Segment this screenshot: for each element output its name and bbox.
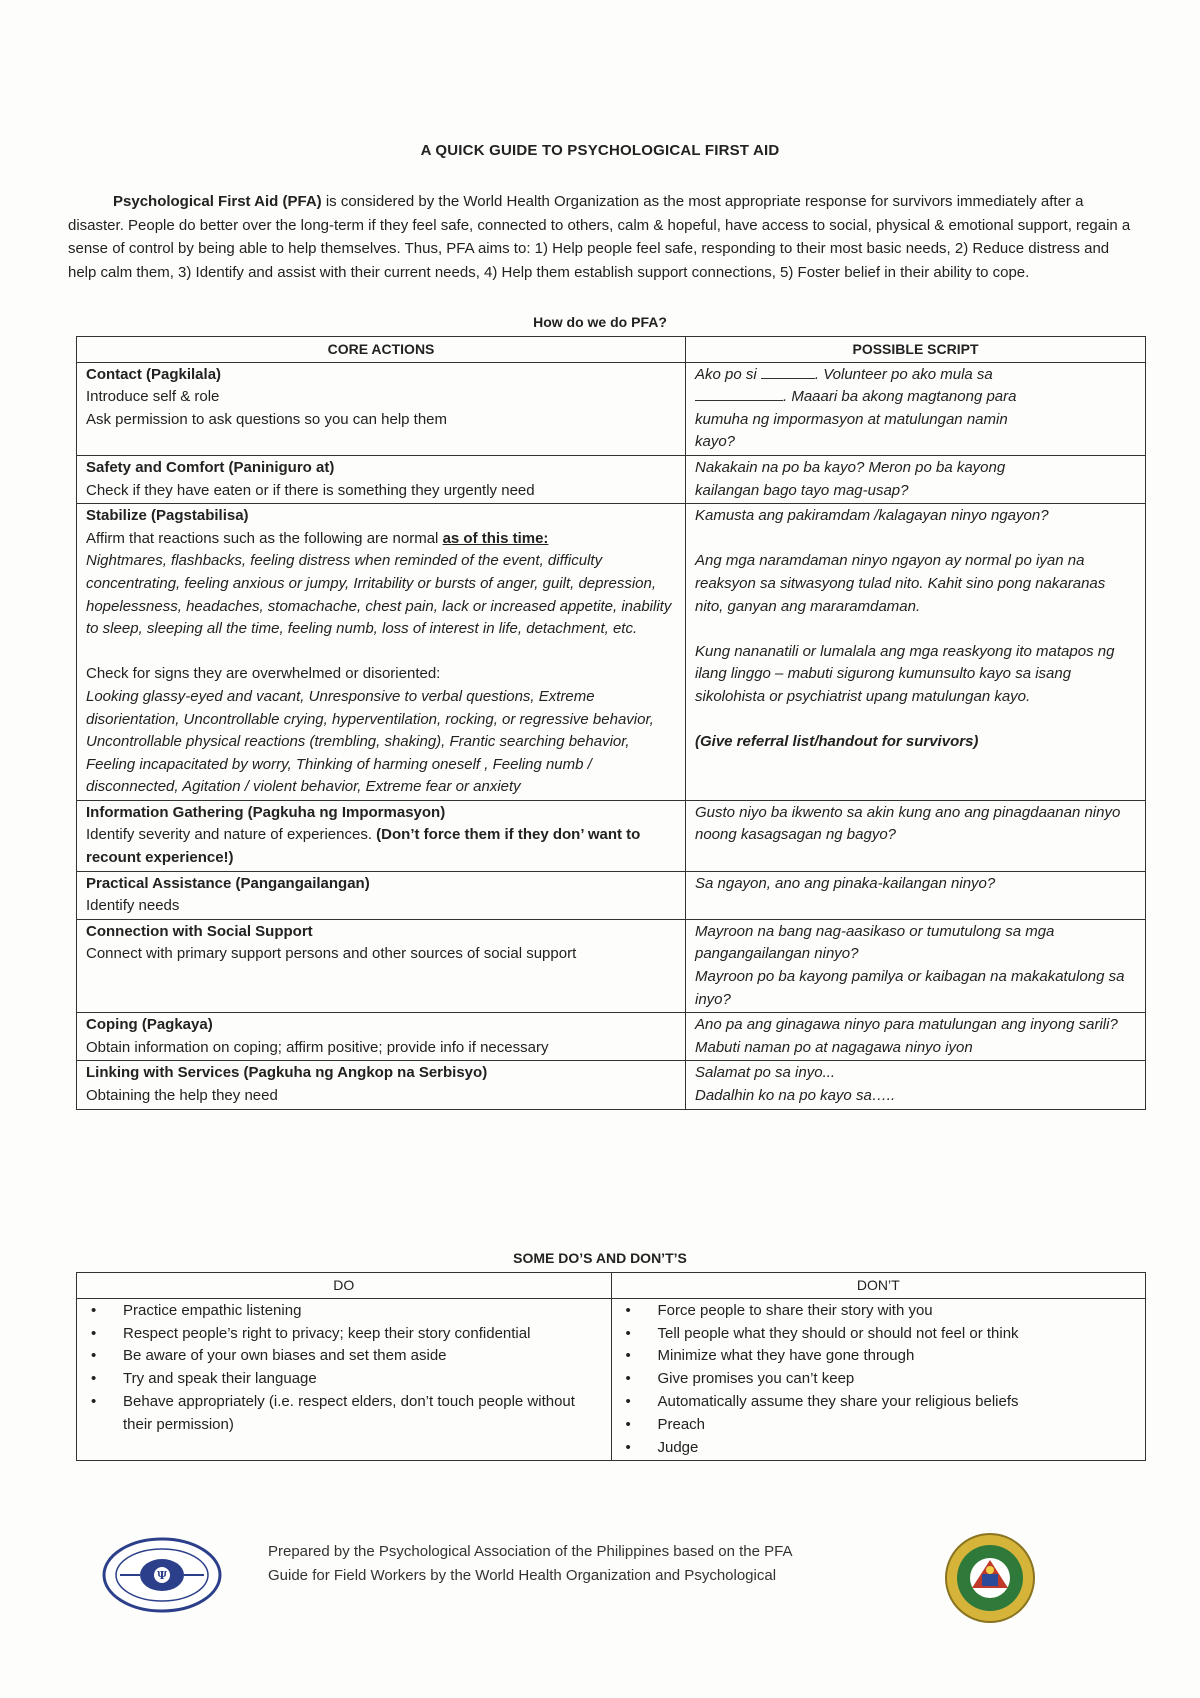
safety-script-2: kailangan bago tayo mag-usap? — [695, 481, 909, 499]
stabilize-signs: Looking glassy-eyed and vacant, Unresponsive to verbal questions, Extreme disorientation, Uncontrollable crying, hyperventilation, rocking, or regressive behavior, Uncontrollable physical reactions (trembling, shaking), Frantic searching behavior, Feeling incapacitated by worry, Thinking of harming oneself , Feeling numb / disconnected, Agitation / violent behavior, Extreme fear or anxiety — [86, 687, 654, 796]
col-do: DO — [77, 1273, 612, 1299]
list-item: • Try and speak their language — [85, 1368, 603, 1391]
list-item: • Be aware of your own biases and set them aside — [85, 1345, 603, 1368]
stabilize-affirm: Affirm that reactions such as the following are normal — [86, 529, 443, 547]
list-item: • Practice empathic listening — [85, 1300, 603, 1323]
table-row-practical — [77, 871, 1146, 919]
core-actions-table — [76, 336, 1146, 1110]
intro-text: is considered by the World Health Organization as the most appropriate response for survivors immediately after a disaster. People do better over the long-term if they feel safe, connected to others, calm & hopeful, have access to social, physical & emotional support, regain a sense of control by being able to help themselves. Thus, PFA aims to: 1) Help people feel safe, responding to their most basic needs, 2) Reduce distress and help calm them, 3) Identify and assist with their current needs, 4) Help them establish support connections, 5) Foster belief in their ability to cope. — [68, 193, 1131, 281]
svg-text:Ψ: Ψ — [156, 1569, 168, 1582]
intro-term: Psychological First Aid — [113, 193, 279, 210]
dos-donts-table — [76, 1272, 1146, 1461]
coping-title: Coping (Pagkaya) — [86, 1016, 213, 1034]
table-row-linking — [77, 1061, 1146, 1109]
contact-script-1a: Ako po si — [695, 365, 761, 383]
pap-seal-icon — [100, 1535, 224, 1615]
dont-list — [620, 1300, 1138, 1460]
connection-line1: Connect with primary support persons and other sources of social support — [86, 945, 577, 963]
linking-script-2: Dadalhin ko na po kayo sa….. — [695, 1087, 896, 1104]
intro-abbr: (PFA) — [282, 193, 322, 210]
contact-script-1b: . Volunteer po ako mula sa — [814, 365, 993, 383]
connection-script-2: Mayroon po ba kayong pamilya or kaibagan na makakatulong sa inyo? — [695, 968, 1125, 1008]
linking-script-1: Salamat po sa inyo... — [695, 1064, 836, 1082]
pap-logo — [100, 1535, 224, 1620]
footer-line1: Prepared by the Psychological Association of the Philippines based on the PFA — [268, 1543, 793, 1560]
practical-line1: Identify needs — [86, 897, 180, 915]
table-row-connection — [77, 919, 1146, 1012]
stabilize-title: Stabilize (Pagstabilisa) — [86, 507, 249, 525]
coping-line1: Obtain information on coping; affirm positive; provide info if necessary — [86, 1038, 549, 1056]
list-item: • Respect people’s right to privacy; keep their story confidential — [85, 1323, 603, 1346]
contact-line1: Introduce self & role — [86, 388, 220, 406]
linking-line1: Obtaining the help they need — [86, 1087, 278, 1104]
contact-title: Contact (Pagkilala) — [86, 365, 222, 383]
dos-heading: SOME DO’S AND DON’T’S — [513, 1250, 687, 1266]
safety-script-1: Nakakain na po ba kayo? Meron po ba kayong — [695, 458, 1006, 476]
stabilize-affirm-ul: as of this time: — [442, 529, 549, 547]
contact-script-2: . Maaari ba akong magtanong para — [783, 388, 1017, 406]
coping-script-1: Ano pa ang ginagawa ninyo para matulungan ang inyong sarili? — [695, 1016, 1118, 1034]
stabilize-script-1: Kamusta ang pakiramdam /kalagayan ninyo ngayon? — [695, 507, 1049, 525]
table-row-contact — [77, 362, 1146, 455]
connection-script-1: Mayroon na bang nag-aasikaso or tumutulong sa mga pangangailangan ninyo? — [695, 922, 1055, 963]
contact-script-4: kayo? — [695, 433, 736, 451]
government-seal-icon — [942, 1530, 1038, 1626]
col-possible-script: POSSIBLE SCRIPT — [686, 337, 1146, 363]
list-item: • Preach — [620, 1414, 1138, 1437]
linking-title: Linking with Services (Pagkuha ng Angkop na Serbisyo) — [86, 1064, 488, 1082]
stabilize-script-3: Kung nananatili or lumalala ang mga reaskyong ito matapos ng ilang linggo – mabuti sigurong kumunsulto kayo sa isang sikolohista or psychiatrist upang matulungan kayo. — [695, 642, 1115, 705]
safety-line1: Check if they have eaten or if there is something they urgently need — [86, 481, 535, 499]
intro-paragraph — [68, 190, 1138, 284]
list-item: • Behave appropriately (i.e. respect elders, don’t touch people without their permission) — [85, 1391, 603, 1437]
list-item: • Give promises you can’t keep — [620, 1368, 1138, 1391]
table-row-safety — [77, 455, 1146, 503]
practical-script-1: Sa ngayon, ano ang pinaka-kailangan ninyo? — [695, 874, 996, 892]
safety-title: Safety and Comfort (Paniniguro at) — [86, 458, 335, 476]
info-title: Information Gathering (Pagkuha ng Impormasyon) — [86, 803, 446, 821]
name-blank — [761, 364, 815, 379]
practical-title: Practical Assistance (Pangangailangan) — [86, 874, 370, 892]
col-core-actions: CORE ACTIONS — [77, 337, 686, 363]
info-line1-bold: (Don’t force them if they don’ want to recount experience!) — [86, 826, 641, 867]
how-heading: How do we do PFA? — [533, 314, 667, 330]
info-script-1: Gusto niyo ba ikwento sa akin kung ano ang pinagdaanan ninyo noong kasagsagan ng bagyo? — [695, 803, 1121, 844]
table-row-coping — [77, 1013, 1146, 1061]
do-list — [85, 1300, 603, 1437]
info-line1: Identify severity and nature of experiences. — [86, 826, 377, 844]
stabilize-check: Check for signs they are overwhelmed or disoriented: — [86, 665, 441, 683]
coping-script-2: Mabuti naman po at nagagawa ninyo iyon — [695, 1038, 973, 1056]
list-item: • Judge — [620, 1437, 1138, 1460]
list-item: • Minimize what they have gone through — [620, 1345, 1138, 1368]
list-item: • Tell people what they should or should not feel or think — [620, 1323, 1138, 1346]
stabilize-script-4: (Give referral list/handout for survivors) — [695, 733, 979, 751]
footer-line2: Guide for Field Workers by the World Health Organization and Psychological — [268, 1567, 777, 1584]
table-row-info — [77, 800, 1146, 871]
connection-title: Connection with Social Support — [86, 922, 313, 940]
table-row-stabilize — [77, 504, 1146, 801]
stabilize-reactions: Nightmares, flashbacks, feeling distress when reminded of the event, difficulty concentrating, feeling anxious or jumpy, Irritability or bursts of anger, guilt, depression, hopelessness, headaches, stomachache, chest pain, lack or increased appetite, inability to sleep, sleeping all the time, feeling numb, loss of interest in life, detachment, etc. — [86, 552, 672, 638]
place-blank — [695, 386, 783, 401]
government-seal — [942, 1530, 1038, 1631]
contact-line2: Ask permission to ask questions so you can help them — [86, 410, 448, 428]
list-item: • Force people to share their story with you — [620, 1300, 1138, 1323]
contact-script-3: kumuha ng impormasyon at matulungan namin — [695, 410, 1008, 428]
list-item: • Automatically assume they share your religious beliefs — [620, 1391, 1138, 1414]
col-dont: DON’T — [611, 1273, 1146, 1299]
page-title: A QUICK GUIDE TO PSYCHOLOGICAL FIRST AID — [420, 142, 780, 159]
table-header-row — [77, 337, 1146, 363]
footer-credit — [268, 1540, 928, 1588]
stabilize-script-2: Ang mga naramdaman ninyo ngayon ay normal po iyan na reaksyon sa sitwasyong tulad nito. Kahit sino pong nakaranas nito, ganyan ang mararamdaman. — [695, 552, 1106, 615]
